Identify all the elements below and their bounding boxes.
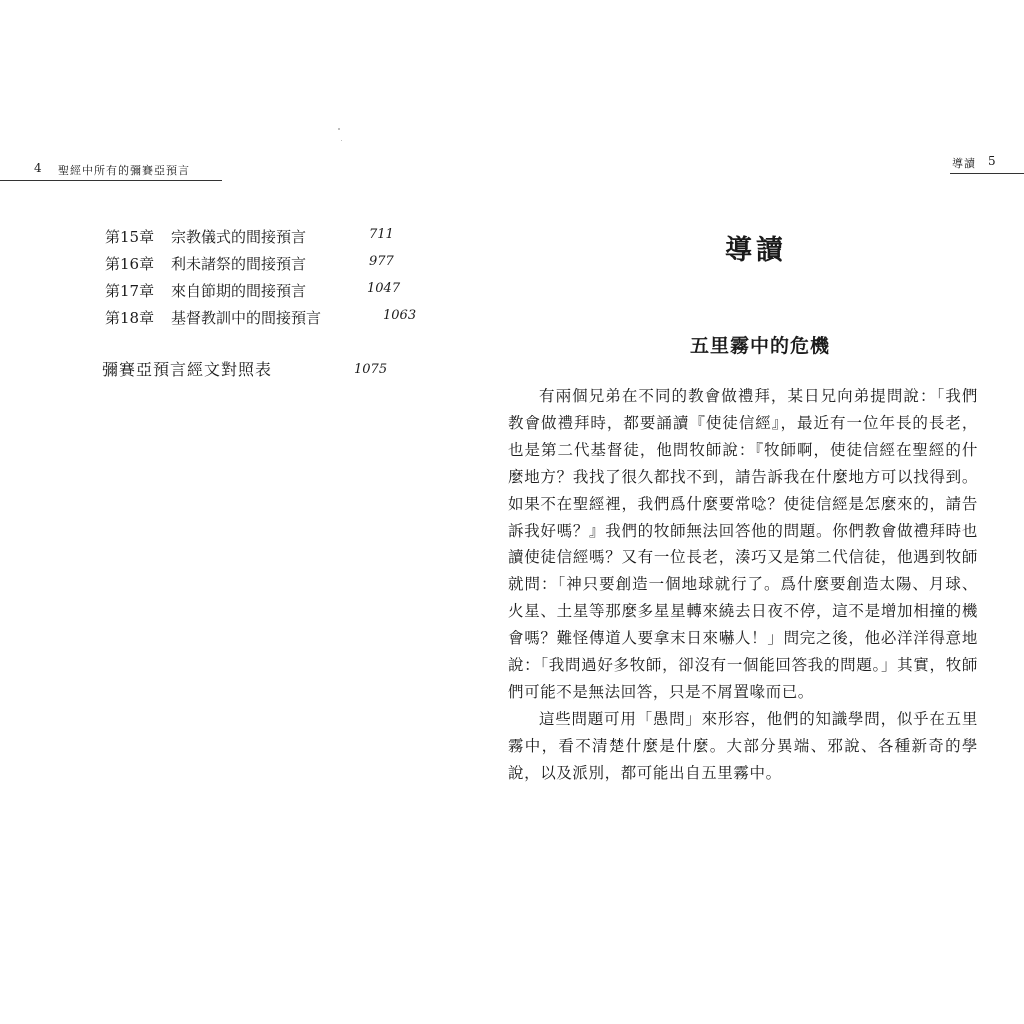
toc-page: 711 bbox=[369, 227, 394, 242]
right-page-number: 5 bbox=[988, 154, 996, 168]
left-page-number: 4 bbox=[34, 161, 42, 175]
body-text bbox=[508, 383, 978, 787]
print-speck bbox=[338, 128, 340, 130]
toc-title: 宗教儀式的間接預言 bbox=[171, 228, 307, 246]
toc-chapter: 第17章 bbox=[105, 282, 155, 300]
toc-appendix-page: 1075 bbox=[354, 362, 388, 377]
paragraph: 有兩個兄弟在不同的教會做禮拜，某日兄向弟提問說：「我們教會做禮拜時，都要誦讀『使徒信經』，最近有一位年長的長老，也是第二代基督徒，他問牧師說：『牧師啊，使徒信經在聖經的什麼地方？我找了很久都找不到，請告訴我在什麼地方可以找得到。如果不在聖經裡，我們爲什麼要常唸？使徒信經是怎麼來的，請告訴我好嗎？』我們的牧師無法回答他的問題。你們教會做禮拜時也讀使徒信經嗎？又有一位長老，湊巧又是第二代信徒，他遇到牧師就問：「神只要創造一個地球就行了。爲什麼要創造太陽、月球、火星、土星等那麼多星星轉來繞去日夜不停，這不是增加相撞的機會嗎？難怪傳道人要拿末日來嚇人！」問完之後，他必洋洋得意地說：「我問過好多牧師，卻沒有一個能回答我的問題。」其實，牧師們可能不是無法回答，只是不屑置喙而已。 bbox=[508, 387, 978, 701]
section-heading: 五里霧中的危機 bbox=[689, 335, 830, 357]
left-running-title: 聖經中所有的彌賽亞預言 bbox=[58, 164, 190, 177]
paragraph: 這些問題可用「愚問」來形容，他們的知識學問，似乎在五里霧中，看不清楚什麼是什麼。大部分異端、邪說、各種新奇的學說，以及派別，都可能出自五里霧中。 bbox=[508, 709, 978, 782]
toc-chapter: 第16章 bbox=[105, 255, 155, 273]
toc-title: 基督教訓中的間接預言 bbox=[171, 309, 322, 327]
toc-page: 1063 bbox=[383, 308, 417, 323]
print-speck bbox=[341, 140, 342, 141]
chapter-title: 導讀 bbox=[725, 235, 787, 266]
toc-chapter: 第18章 bbox=[105, 309, 155, 327]
toc-title: 來自節期的間接預言 bbox=[171, 282, 307, 300]
right-running-title: 導讀 bbox=[952, 157, 976, 170]
toc-page: 977 bbox=[369, 254, 394, 269]
right-running-header bbox=[950, 153, 1024, 174]
toc-chapter: 第15章 bbox=[105, 228, 155, 246]
left-running-header bbox=[0, 160, 222, 181]
toc-page: 1047 bbox=[367, 281, 401, 296]
toc-appendix-title: 彌賽亞預言經文對照表 bbox=[102, 360, 273, 379]
toc-title: 利未諸祭的間接預言 bbox=[171, 255, 307, 273]
